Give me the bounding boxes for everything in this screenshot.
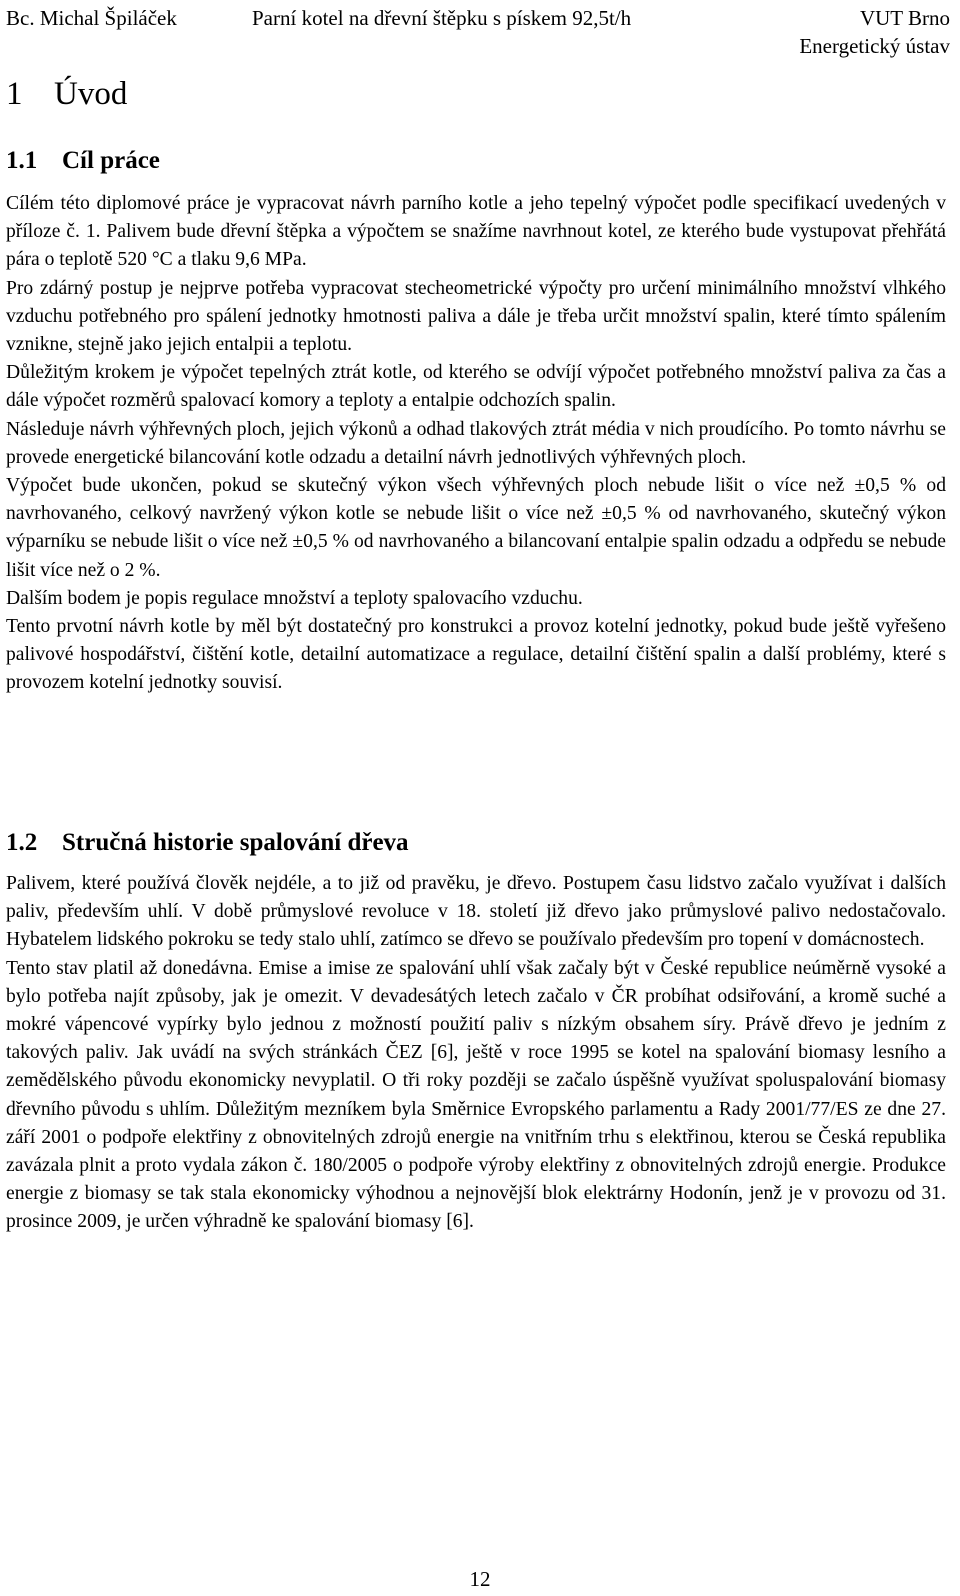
paragraph: Pro zdárný postup je nejprve potřeba vypracovat stecheometrické výpočty pro určení minimálního množství vlhkého vzduchu potřebného pro spálení jednotky hmotnosti paliva a dále je třeba určit množství spalin, které tímto spálením vznikne, stejně jako jejich entalpii a teplotu.	[6, 277, 946, 356]
header-author: Bc. Michal Špiláček	[6, 6, 177, 30]
chapter-title: Úvod	[54, 76, 128, 112]
section-1-2-body	[6, 870, 946, 1237]
section-1-1-body	[6, 190, 946, 698]
paragraph: Výpočet bude ukončen, pokud se skutečný výkon všech výhřevných ploch nebude lišit o více než ±0,5 % od navrhovaného, celkový navržený výkon kotle se nebude lišit o více než ±0,5 % od navrhovaného, skutečný výkon výparníku se nebude lišit o více než ±0,5 % od navrhovaného a bilancovaní entalpie spalin odzadu a odpředu se nebude lišit více než o 2 %.	[6, 475, 946, 581]
paragraph: Tento stav platil až donedávna. Emise a imise ze spalování uhlí však začaly být v České republice neúměrně vysoké a bylo potřeba najít způsoby, jak je omezit. V devadesátých letech začalo v ČR probíhat odsiřování, a kromě suché a mokré vápencové vypírky bylo jednou z možností použití paliv s nízkým obsahem síry. Právě dřevo je jedním z takových paliv. Jak uvádí na svých stránkách ČEZ [6], ještě v roce 1995 se kotel na spalování biomasy lesního a zemědělského původu ekonomicky nevyplatil. O tři roky později se začalo úspěšně využívat spoluspalování biomasy dřevního původu s uhlím. Důležitým mezníkem byla Směrnice Evropského parlamentu a Rady 2001/77/ES ze dne 27. září 2001 o podpoře elektřiny z obnovitelných zdrojů energie na vnitřním trhu s elektřinou, kterou se Česká republika zavázala plnit a proto vydala zákon č. 180/2005 o podpoře výroby elektřiny z obnovitelných zdrojů energie. Produkce energie z biomasy se tak stala ekonomicky výhodnou a nejnovější blok elektrárny Hodonín, jenž je v provozu od 31. prosince 2009, je určen výhradně ke spalování biomasy [6].	[6, 957, 946, 1233]
section-heading-1-2	[6, 826, 409, 860]
chapter-heading	[6, 72, 127, 116]
section-number: 1.2	[6, 829, 38, 856]
page-number: 12	[469, 1567, 491, 1591]
header-institution-line2: Energetický ústav	[799, 34, 950, 58]
section-number: 1.1	[6, 147, 38, 174]
header-institution-line1: VUT Brno	[859, 6, 950, 30]
section-title: Stručná historie spalování dřeva	[62, 829, 409, 856]
paragraph: Cílém této diplomové práce je vypracovat návrh parního kotle a jeho tepelný výpočet podle specifikací uvedených v příloze č. 1. Palivem bude dřevní štěpka a výpočtem se snažíme navrhnout kotel, ze kterého bude vystupovat přehřátá pára o teplotě 520 °C a tlaku 9,6 MPa.	[6, 193, 946, 271]
chapter-number: 1	[6, 76, 23, 112]
header-title: Parní kotel na dřevní štěpku s pískem 92,5t/h	[252, 6, 632, 30]
paragraph: Následuje návrh výhřevných ploch, jejich výkonů a odhad tlakových ztrát média v nich proudícího. Po tomto návrhu se provede energetické bilancování kotle odzadu a detailní návrh jednotlivých výhřevných ploch.	[6, 418, 946, 468]
section-heading-1-1	[6, 144, 160, 178]
header-institution	[799, 4, 950, 60]
paragraph: Dalším bodem je popis regulace množství a teploty spalovacího vzduchu.	[6, 587, 583, 609]
page-header	[6, 4, 950, 64]
paragraph: Tento prvotní návrh kotle by měl být dostatečný pro konstrukci a provoz kotelní jednotky, pokud bude ještě vyřešeno palivové hospodářství, čištění kotle, detailní automatizace a regulace, detailní čištění spalin a další problémy, které s provozem kotelní jednotky souvisí.	[6, 616, 946, 694]
paragraph: Palivem, které používá člověk nejdéle, a to již od pravěku, je dřevo. Postupem času lidstvo začalo využívat i dalších paliv, především uhlí. V době průmyslové revoluce v 18. století již dřevo jako průmyslové palivo nedostačovalo. Hybatelem lidského pokroku se tedy stalo uhlí, zatímco se dřevo se používalo především pro topení v domácnostech.	[6, 873, 946, 951]
page-footer	[0, 1565, 960, 1593]
paragraph: Důležitým krokem je výpočet tepelných ztrát kotle, od kterého se odvíjí výpočet potřebného množství paliva za čas a dále výpočet rozměrů spalovací komory a teploty a entalpie odchozích spalin.	[6, 362, 946, 412]
section-title: Cíl práce	[62, 147, 160, 174]
